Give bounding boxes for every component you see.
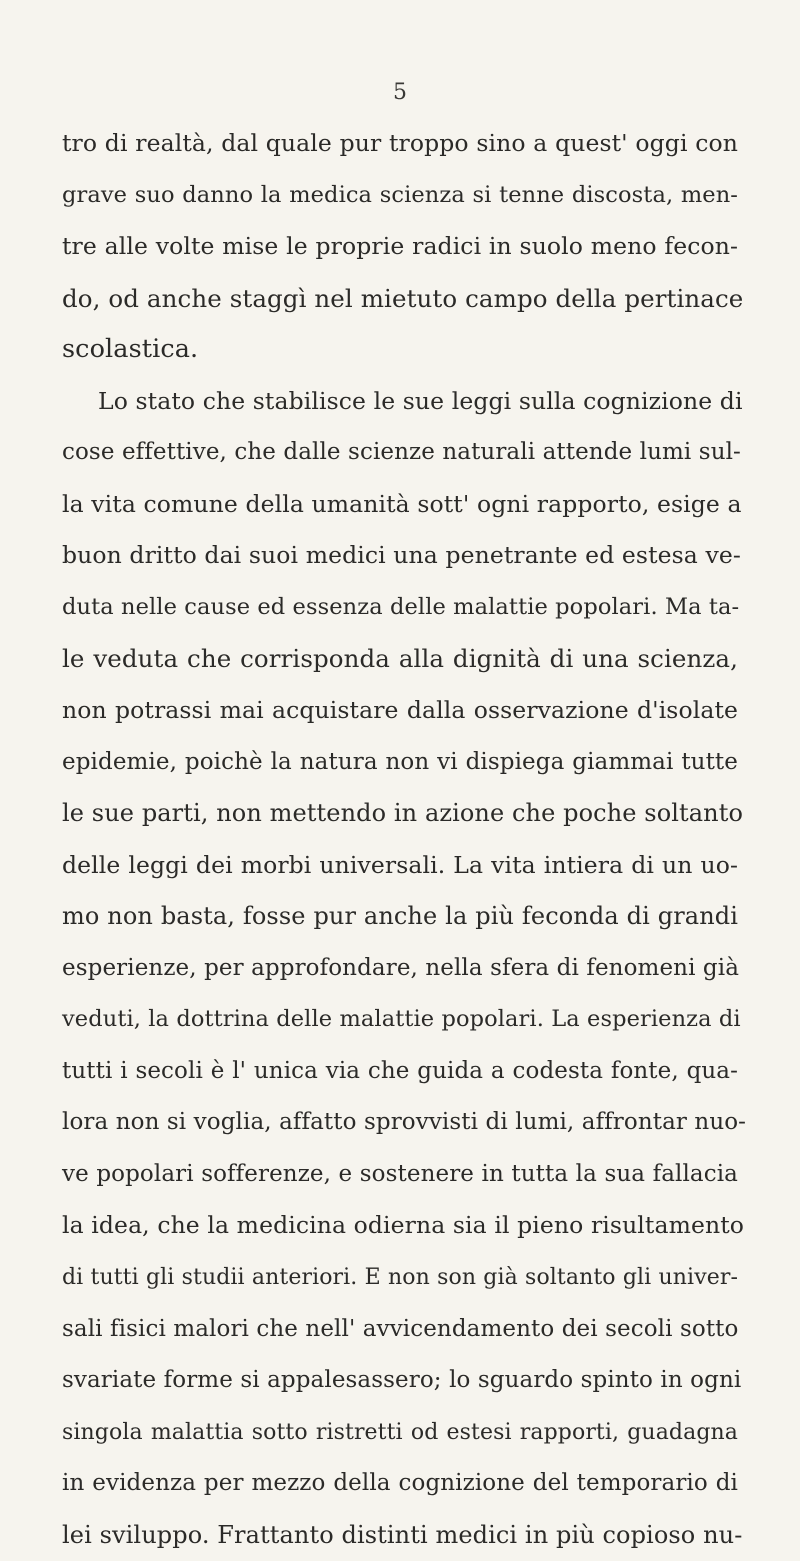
text-line: buon dritto dai suoi medici una penetrante ed estesa ve- — [62, 541, 741, 570]
text-line: la vita comune della umanità sott' ogni rapporto, esige a — [62, 489, 742, 518]
text-line: ve popolari sofferenze, e sostenere in tutta la sua fallacia — [62, 1160, 738, 1187]
text-line: grave suo danno la medica scienza si tenne discosta, men- — [62, 181, 738, 208]
text-line: la idea, che la medicina odierna sia il pieno risultamento — [62, 1211, 744, 1240]
text-line: di tutti gli studii anteriori. E non son già soltanto gli univer- — [62, 1265, 738, 1291]
text-line: le sue parti, non mettendo in azione che poche soltanto — [62, 799, 744, 828]
text-line: duta nelle cause ed essenza delle malattie popolari. Ma ta- — [62, 593, 740, 620]
text-line: tutti i secoli è l' unica via che guida a codesta fonte, qua- — [62, 1057, 738, 1084]
text-line: mo non basta, fosse pur anche la più feconda di grandi — [62, 902, 738, 931]
text-line: in evidenza per mezzo della cognizione del temporario di — [62, 1470, 738, 1497]
text-line: tre alle volte mise le proprie radici in suolo meno fecon- — [62, 232, 738, 261]
page-number: 5 — [393, 80, 407, 105]
text-line: lei sviluppo. Frattanto distinti medici in più copioso nu- — [62, 1520, 743, 1549]
text-line: scolastica. — [62, 334, 199, 365]
text-line: veduti, la dottrina delle malattie popolari. La esperienza di — [62, 1006, 741, 1033]
text-line: svariate forme si appalesassero; lo sguardo spinto in ogni — [62, 1367, 742, 1394]
body-text — [62, 118, 747, 1561]
text-line: tro di realtà, dal quale pur troppo sino a quest' oggi con — [62, 129, 738, 157]
text-line: esperienze, per approfondare, nella sfera di fenomeni già — [62, 954, 740, 981]
text-line: cose effettive, che dalle scienze naturali attende lumi sul- — [62, 439, 741, 466]
text-line: sali fisici malori che nell' avvicendamento dei secoli sotto — [62, 1315, 739, 1342]
text-line: do, od anche staggì nel mietuto campo della pertinace — [62, 283, 744, 313]
text-line: lora non si voglia, affatto sprovvisti di lumi, affrontar nuo- — [62, 1109, 747, 1136]
text-line: le veduta che corrisponda alla dignità di una scienza, — [62, 644, 738, 674]
text-line: non potrassi mai acquistare dalla osservazione d'isolate — [62, 696, 738, 725]
text-line: epidemie, poichè la natura non vi dispiega giammai tutte — [62, 748, 738, 775]
text-line: Lo stato che stabilisce le sue leggi sulla cognizione di — [98, 386, 743, 415]
text-line: singola malattia sotto ristretti od estesi rapporti, guadagna — [62, 1419, 738, 1445]
text-line: delle leggi dei morbi universali. La vita intiera di un uo- — [62, 850, 738, 879]
